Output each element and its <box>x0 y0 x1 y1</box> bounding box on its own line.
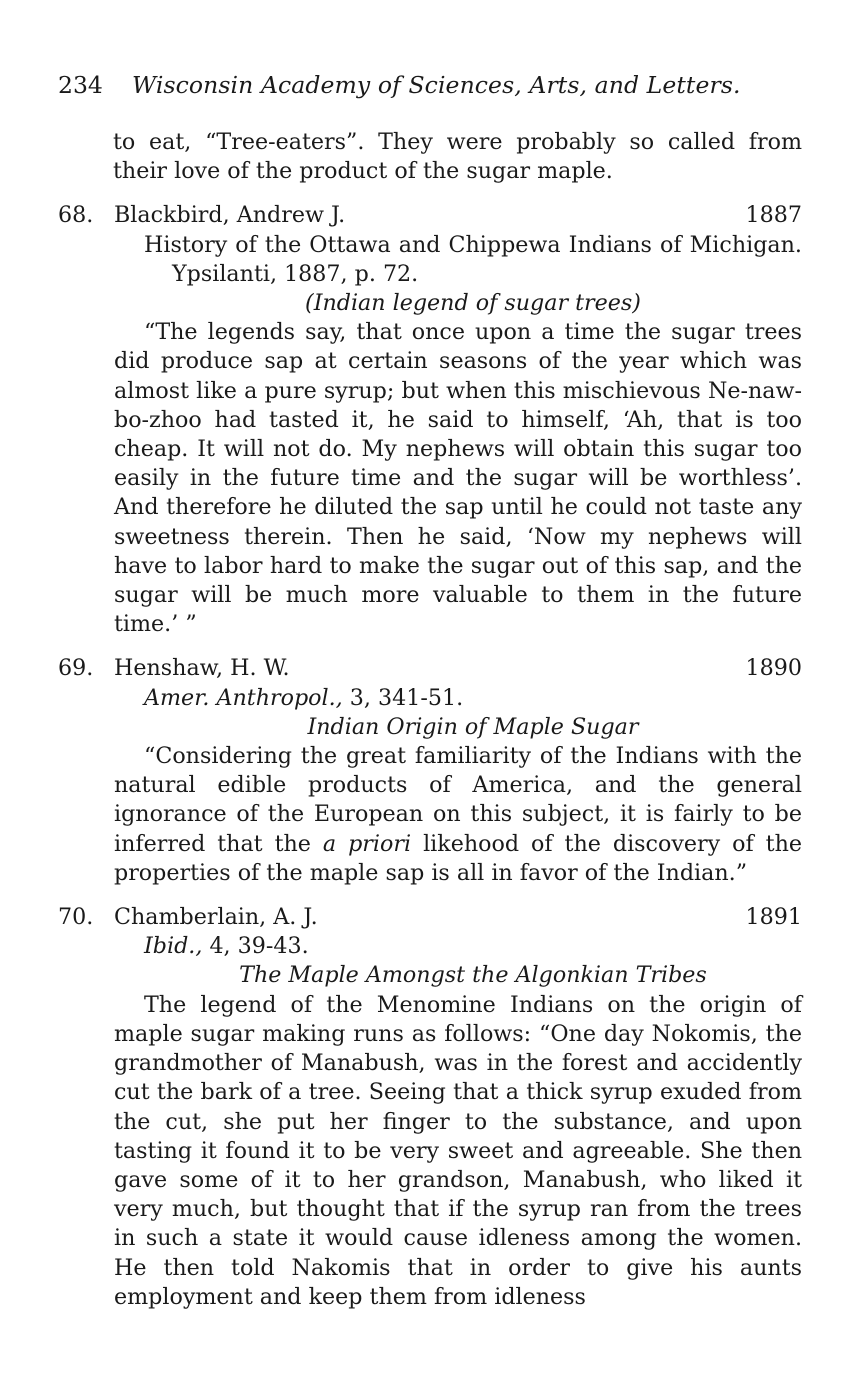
quote-text-before: “Considering the great familiarity of the Indians with the natural edible products of America, and the general ignorance of the European on this subject, it is fairly to be inferred that the <box>114 743 802 857</box>
entry-year: 1890 <box>745 655 802 682</box>
entry-number: 70. <box>58 904 94 931</box>
entry-year: 1887 <box>745 202 802 229</box>
running-title: Wisconsin Academy of Sciences, Arts, and Letters. <box>132 71 741 99</box>
continuation-paragraph: to eat, “Tree-eaters”. They were probably so called from their love of the product of the sugar maple. <box>113 129 802 185</box>
bibliography-entry-68 <box>58 201 802 639</box>
entry-subtitle: Indian Origin of Maple Sugar <box>307 713 639 740</box>
entry-quote <box>114 742 802 888</box>
entry-subtitle: (Indian legend of sugar trees) <box>305 290 641 317</box>
source-journal: Ibid., <box>144 933 203 960</box>
entry-quote: “The legends say, that once upon a time the sugar trees did produce sap at certain seasons of the year which was almost like a pure syrup; but when this mischievous Ne-naw-bo-zhoo had tasted it, he said to himself, ‘Ah, that is too cheap. It will not do. My nephews will obtain this sugar too easily in the future time and the sugar will be worthless’. And therefore he diluted the sap until he could not taste any sweetness therein. Then he said, ‘Now my nephews will have to labor hard to make the sugar out of this sap, and the sugar will be much more valuable to them in the future time.’ ” <box>114 319 802 638</box>
source-reference: 3, 341-51. <box>349 684 464 711</box>
entry-author: Chamberlain, A. J. <box>114 904 318 931</box>
running-header <box>58 70 805 100</box>
quote-italic-term: a priori <box>322 830 412 857</box>
entry-source <box>144 932 802 961</box>
bibliography-entry-70 <box>58 903 802 1312</box>
entry-citation: History of the Ottawa and Chippewa Indians of Michigan. Ypsilanti, 1887, p. 72. <box>144 231 802 287</box>
page-body <box>58 128 802 1312</box>
entry-author: Henshaw, H. W. <box>114 655 290 682</box>
entry-number: 69. <box>58 655 94 682</box>
source-reference: 4, 39-43. <box>209 933 309 960</box>
source-journal: Amer. Anthropol., <box>144 684 343 711</box>
page-number: 234 <box>58 71 103 99</box>
entry-subtitle: The Maple Amongst the Algonkian Tribes <box>239 962 707 989</box>
quote-text-after: likehood of the discovery of the properties of the maple sap is all in favor of the Indian.” <box>114 830 802 886</box>
entry-year: 1891 <box>745 904 802 931</box>
entry-heading <box>58 903 802 932</box>
entry-author: Blackbird, Andrew J. <box>114 202 346 229</box>
bibliography-entry-69 <box>58 654 802 888</box>
entry-heading <box>58 654 802 683</box>
entry-number: 68. <box>58 202 94 229</box>
entry-heading <box>58 201 802 230</box>
entry-text: The legend of the Menomine Indians on the origin of maple sugar making runs as follows: “One day Nokomis, the grandmother of Manabush, was in the forest and accidently cut the bark of a tree. Seeing that a thick syrup exuded from the cut, she put her finger to the substance, and upon tasting it found it to be very sweet and agreeable. She then gave some of it to her grandson, Manabush, who liked it very much, but thought that if the syrup ran from the trees in such a state it would cause idleness among the women. He then told Nakomis that in order to give his aunts employment and keep them from idleness <box>114 991 802 1310</box>
entry-source <box>144 684 802 713</box>
